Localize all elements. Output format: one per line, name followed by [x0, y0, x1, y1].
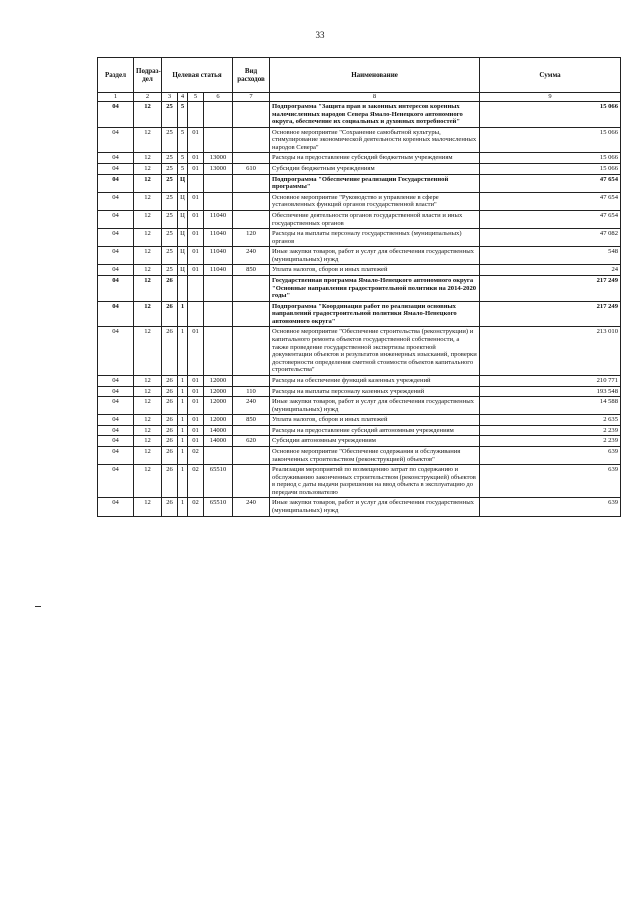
cell-activity: 01 [188, 327, 204, 375]
cell-section: 04 [98, 415, 134, 426]
cell-subsection: 12 [134, 436, 162, 447]
cell-amount: 639 [480, 498, 621, 516]
cell-section: 04 [98, 265, 134, 276]
column-number-row [98, 93, 621, 102]
cell-expense-type: 240 [233, 498, 270, 516]
cell-expense-type [233, 210, 270, 228]
cell-name: Государственная программа Ямало-Ненецкого автономного округа "Основные направления градостроительной политики на 2014-2020 годы" [270, 275, 480, 301]
cell-name: Подпрограмма "Защита прав и законных интересов коренных малочисленных народов Севера Ямало-Ненецкого автономного округа, обеспечение их социальных и духовных потребностей" [270, 102, 480, 128]
cell-activity: 01 [188, 192, 204, 210]
cell-subsection: 12 [134, 465, 162, 498]
header-name: Наименование [270, 58, 480, 93]
cell-expense-type [233, 174, 270, 192]
cell-name: Уплата налогов, сборов и иных платежей [270, 415, 480, 426]
cell-expense-type [233, 425, 270, 436]
cell-section: 04 [98, 465, 134, 498]
table-row [98, 174, 621, 192]
cell-amount: 47 082 [480, 229, 621, 247]
cell-activity: 01 [188, 265, 204, 276]
header-target: Целевая статья [162, 58, 233, 93]
cell-subsection: 12 [134, 174, 162, 192]
table-row [98, 397, 621, 415]
table-row [98, 164, 621, 175]
cell-subsection: 12 [134, 415, 162, 426]
cell-subprogram [178, 275, 188, 301]
cell-direction: 65510 [204, 498, 233, 516]
cell-name: Расходы на выплаты персоналу казенных учреждений [270, 386, 480, 397]
cell-section: 04 [98, 174, 134, 192]
cell-amount: 14 588 [480, 397, 621, 415]
cell-subprogram: 1 [178, 465, 188, 498]
cell-expense-type [233, 153, 270, 164]
cell-direction: 13000 [204, 153, 233, 164]
cell-amount: 15 066 [480, 102, 621, 128]
cell-amount: 213 010 [480, 327, 621, 375]
cell-subprogram: 5 [178, 102, 188, 128]
table-row [98, 436, 621, 447]
page-number: 33 [315, 30, 325, 40]
cell-name: Иные закупки товаров, работ и услуг для обеспечения государственных (муниципальных) нужд [270, 498, 480, 516]
cell-subprogram: Ц [178, 174, 188, 192]
table-row [98, 446, 621, 464]
table-row [98, 192, 621, 210]
cell-section: 04 [98, 436, 134, 447]
cell-subsection: 12 [134, 127, 162, 153]
cell-subsection: 12 [134, 192, 162, 210]
cell-name: Расходы на предоставление субсидий бюджетным учреждениям [270, 153, 480, 164]
cell-activity: 01 [188, 247, 204, 265]
table-row [98, 498, 621, 516]
cell-name: Подпрограмма "Координация работ по реализации основных направлений градостроительной политики Ямало-Ненецкого автономного округа" [270, 301, 480, 327]
cell-subprogram: 1 [178, 375, 188, 386]
cell-direction: 65510 [204, 465, 233, 498]
cell-activity [188, 102, 204, 128]
cell-section: 04 [98, 153, 134, 164]
cell-subprogram: 1 [178, 386, 188, 397]
cell-activity: 02 [188, 465, 204, 498]
cell-subprogram: Ц [178, 229, 188, 247]
cell-name: Иные закупки товаров, работ и услуг для обеспечения государственных (муниципальных) нужд [270, 247, 480, 265]
column-number: 3 [162, 93, 178, 102]
cell-amount: 548 [480, 247, 621, 265]
cell-expense-type [233, 192, 270, 210]
cell-subsection: 12 [134, 301, 162, 327]
cell-direction: 13000 [204, 164, 233, 175]
column-number: 8 [270, 93, 480, 102]
cell-section: 04 [98, 375, 134, 386]
cell-direction [204, 174, 233, 192]
cell-expense-type [233, 327, 270, 375]
cell-direction: 12000 [204, 397, 233, 415]
header-section: Раздел [98, 58, 134, 93]
cell-name: Расходы на предоставление субсидий автономным учреждениям [270, 425, 480, 436]
cell-amount: 193 548 [480, 386, 621, 397]
cell-section: 04 [98, 446, 134, 464]
cell-direction: 12000 [204, 375, 233, 386]
cell-activity: 01 [188, 397, 204, 415]
cell-program: 25 [162, 247, 178, 265]
column-number: 1 [98, 93, 134, 102]
cell-section: 04 [98, 192, 134, 210]
cell-subsection: 12 [134, 247, 162, 265]
cell-expense-type: 850 [233, 415, 270, 426]
cell-subsection: 12 [134, 446, 162, 464]
cell-activity: 01 [188, 436, 204, 447]
table-row [98, 229, 621, 247]
cell-activity: 01 [188, 153, 204, 164]
cell-activity [188, 174, 204, 192]
table-row [98, 102, 621, 128]
cell-subprogram: Ц [178, 192, 188, 210]
table-row [98, 301, 621, 327]
cell-subprogram: 5 [178, 164, 188, 175]
cell-subsection: 12 [134, 498, 162, 516]
cell-program: 26 [162, 436, 178, 447]
cell-amount: 2 239 [480, 436, 621, 447]
cell-program: 26 [162, 425, 178, 436]
cell-program: 26 [162, 386, 178, 397]
cell-program: 25 [162, 192, 178, 210]
cell-subprogram: 5 [178, 153, 188, 164]
cell-activity: 02 [188, 498, 204, 516]
cell-section: 04 [98, 210, 134, 228]
cell-subprogram: 5 [178, 127, 188, 153]
cell-program: 26 [162, 301, 178, 327]
cell-direction: 11040 [204, 210, 233, 228]
cell-section: 04 [98, 164, 134, 175]
cell-program: 25 [162, 174, 178, 192]
cell-subsection: 12 [134, 153, 162, 164]
cell-section: 04 [98, 102, 134, 128]
cell-program: 25 [162, 127, 178, 153]
cell-section: 04 [98, 498, 134, 516]
table-row [98, 425, 621, 436]
cell-direction [204, 275, 233, 301]
cell-section: 04 [98, 425, 134, 436]
cell-name: Субсидии автономным учреждениям [270, 436, 480, 447]
cell-name: Реализация мероприятий по возмещению затрат по содержанию и обслуживанию законченных строительством (реконструкцией) объектов в период с даты выдачи разрешения на ввод объекта в эксплуатацию до передачи пользователю [270, 465, 480, 498]
cell-subprogram: 1 [178, 301, 188, 327]
cell-activity [188, 301, 204, 327]
cell-name: Иные закупки товаров, работ и услуг для обеспечения государственных (муниципальных) нужд [270, 397, 480, 415]
cell-subsection: 12 [134, 375, 162, 386]
cell-name: Расходы на обеспечение функций казенных учреждений [270, 375, 480, 386]
cell-program: 25 [162, 265, 178, 276]
cell-name: Расходы на выплаты персоналу государственных (муниципальных) органов [270, 229, 480, 247]
cell-subprogram: 1 [178, 498, 188, 516]
cell-program: 25 [162, 153, 178, 164]
cell-amount: 24 [480, 265, 621, 276]
table-row [98, 153, 621, 164]
cell-name: Основное мероприятие "Руководство и управление в сфере установленных функций органов государственной власти" [270, 192, 480, 210]
cell-subsection: 12 [134, 210, 162, 228]
cell-activity: 01 [188, 210, 204, 228]
cell-subprogram: 1 [178, 446, 188, 464]
cell-expense-type: 110 [233, 386, 270, 397]
cell-expense-type [233, 275, 270, 301]
table-row [98, 375, 621, 386]
cell-subsection: 12 [134, 229, 162, 247]
cell-section: 04 [98, 397, 134, 415]
cell-amount: 210 771 [480, 375, 621, 386]
cell-direction: 14000 [204, 436, 233, 447]
cell-subsection: 12 [134, 397, 162, 415]
cell-subprogram: 1 [178, 436, 188, 447]
table-row [98, 265, 621, 276]
cell-name: Уплата налогов, сборов и иных платежей [270, 265, 480, 276]
cell-amount: 217 249 [480, 301, 621, 327]
cell-program: 26 [162, 465, 178, 498]
column-number: 6 [204, 93, 233, 102]
cell-amount: 15 066 [480, 164, 621, 175]
cell-name: Основное мероприятие "Сохранение самобытной культуры, стимулирование экономической деятельности коренных малочисленных народов Севера" [270, 127, 480, 153]
cell-activity: 02 [188, 446, 204, 464]
cell-direction: 14000 [204, 425, 233, 436]
cell-expense-type: 620 [233, 436, 270, 447]
column-number: 7 [233, 93, 270, 102]
cell-expense-type [233, 301, 270, 327]
cell-subsection: 12 [134, 425, 162, 436]
table-row [98, 210, 621, 228]
cell-program: 26 [162, 446, 178, 464]
cell-subsection: 12 [134, 265, 162, 276]
cell-section: 04 [98, 386, 134, 397]
cell-name: Основное мероприятие "Обеспечение строительства (реконструкции) и капитального ремонта объектов государственной собственности, а также проведение государственной экспертизы проектной документации объектов и результатов инженерных изысканий, проверки достоверности определения сметной стоимости объектов капитального строительства" [270, 327, 480, 375]
cell-activity [188, 275, 204, 301]
cell-subsection: 12 [134, 164, 162, 175]
cell-expense-type: 120 [233, 229, 270, 247]
cell-activity: 01 [188, 164, 204, 175]
cell-program: 26 [162, 375, 178, 386]
cell-program: 26 [162, 415, 178, 426]
table-row [98, 127, 621, 153]
table-row [98, 386, 621, 397]
header-row [98, 58, 621, 93]
cell-name: Основное мероприятие "Обеспечение содержания и обслуживания законченных строительством (реконструкцией) объектов" [270, 446, 480, 464]
cell-expense-type [233, 465, 270, 498]
header-subsection: Подраз-дел [134, 58, 162, 93]
cell-activity: 01 [188, 386, 204, 397]
cell-amount: 47 654 [480, 174, 621, 192]
cell-amount: 217 249 [480, 275, 621, 301]
cell-expense-type [233, 102, 270, 128]
cell-program: 25 [162, 229, 178, 247]
table-row [98, 247, 621, 265]
table-body [98, 102, 621, 517]
column-number: 9 [480, 93, 621, 102]
cell-program: 26 [162, 275, 178, 301]
budget-table [97, 57, 621, 517]
column-number: 5 [188, 93, 204, 102]
cell-direction [204, 192, 233, 210]
cell-subprogram: 1 [178, 425, 188, 436]
cell-subprogram: 1 [178, 415, 188, 426]
table-row [98, 275, 621, 301]
cell-subsection: 12 [134, 275, 162, 301]
cell-expense-type: 610 [233, 164, 270, 175]
cell-expense-type: 240 [233, 397, 270, 415]
cell-amount: 639 [480, 446, 621, 464]
cell-section: 04 [98, 127, 134, 153]
table-row [98, 415, 621, 426]
cell-subprogram: Ц [178, 265, 188, 276]
cell-program: 25 [162, 102, 178, 128]
cell-program: 26 [162, 397, 178, 415]
cell-section: 04 [98, 229, 134, 247]
cell-section: 04 [98, 301, 134, 327]
cell-expense-type [233, 446, 270, 464]
cell-direction [204, 327, 233, 375]
cell-amount: 2 635 [480, 415, 621, 426]
margin-mark [35, 606, 41, 607]
cell-subprogram: Ц [178, 247, 188, 265]
cell-subprogram: 1 [178, 397, 188, 415]
cell-amount: 2 239 [480, 425, 621, 436]
cell-direction [204, 301, 233, 327]
cell-section: 04 [98, 275, 134, 301]
cell-subsection: 12 [134, 102, 162, 128]
cell-subprogram: Ц [178, 210, 188, 228]
cell-direction: 11040 [204, 229, 233, 247]
cell-activity: 01 [188, 425, 204, 436]
cell-program: 25 [162, 164, 178, 175]
cell-activity: 01 [188, 415, 204, 426]
column-number: 2 [134, 93, 162, 102]
cell-direction [204, 127, 233, 153]
table-row [98, 327, 621, 375]
cell-direction: 12000 [204, 415, 233, 426]
cell-section: 04 [98, 327, 134, 375]
cell-amount: 47 654 [480, 192, 621, 210]
cell-amount: 47 654 [480, 210, 621, 228]
cell-subsection: 12 [134, 327, 162, 375]
cell-name: Обеспечение деятельности органов государственной власти и иных государственных органов [270, 210, 480, 228]
cell-direction [204, 446, 233, 464]
cell-direction [204, 102, 233, 128]
column-number: 4 [178, 93, 188, 102]
cell-amount: 639 [480, 465, 621, 498]
cell-subsection: 12 [134, 386, 162, 397]
cell-section: 04 [98, 247, 134, 265]
cell-amount: 15 066 [480, 153, 621, 164]
cell-amount: 15 066 [480, 127, 621, 153]
cell-name: Подпрограмма "Обеспечение реализации Государственной программы" [270, 174, 480, 192]
cell-expense-type: 850 [233, 265, 270, 276]
cell-activity: 01 [188, 229, 204, 247]
cell-direction: 11040 [204, 265, 233, 276]
cell-direction: 12000 [204, 386, 233, 397]
cell-program: 25 [162, 210, 178, 228]
cell-expense-type: 240 [233, 247, 270, 265]
cell-activity: 01 [188, 375, 204, 386]
table-row [98, 465, 621, 498]
header-amount: Сумма [480, 58, 621, 93]
cell-expense-type [233, 375, 270, 386]
cell-name: Субсидии бюджетным учреждениям [270, 164, 480, 175]
cell-program: 26 [162, 327, 178, 375]
cell-subprogram: 1 [178, 327, 188, 375]
cell-activity: 01 [188, 127, 204, 153]
cell-direction: 11040 [204, 247, 233, 265]
header-expense-type: Вид расходов [233, 58, 270, 93]
cell-expense-type [233, 127, 270, 153]
cell-program: 26 [162, 498, 178, 516]
